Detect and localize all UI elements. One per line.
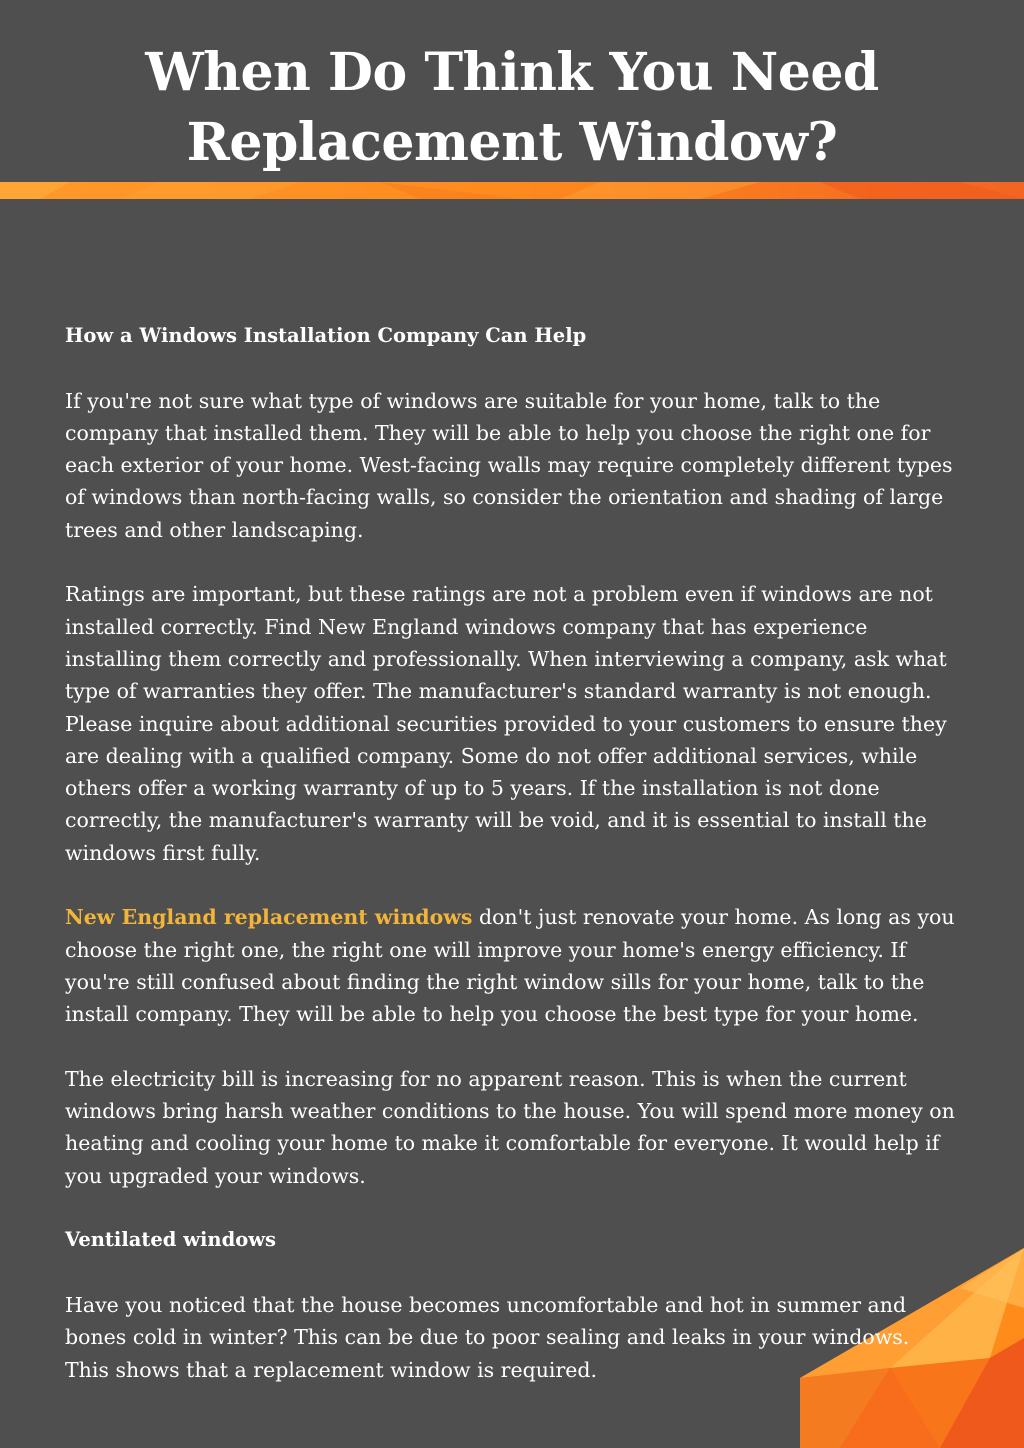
- accent-stripe: [0, 182, 1024, 199]
- paragraph-text: don't just renovate your home. As long as you choose the right one, the right one will improve your home's energy efficiency. If you're still confused about finding the right window sills for your home, talk to the install company. They will be able to help you choose the best type for your home.: [65, 905, 955, 1027]
- page-title: When Do Think You Need Replacement Window?: [145, 42, 879, 173]
- paragraph: If you're not sure what type of windows are suitable for your home, talk to the company that installed them. They will be able to help you choose the right one for each exterior of your home. West-facing walls may require completely different types of windows than north-facing walls, so consider the orientation and shading of large trees and other landscaping.: [65, 388, 953, 542]
- paragraph: The electricity bill is increasing for no apparent reason. This is when the current windows bring harsh weather conditions to the house. You will spend more money on heating and cooling your home to make it comfortable for everyone. It would help if you upgraded your windows.: [65, 1066, 955, 1188]
- page-header: [0, 0, 1024, 182]
- paragraph: [65, 901, 955, 1030]
- article-body: [65, 320, 955, 1386]
- paragraph: Have you noticed that the house becomes uncomfortable and hot in summer and bones cold in winter? This can be due to poor sealing and leaks in your windows. This shows that a replacement window is required.: [65, 1292, 910, 1382]
- section-heading: How a Windows Installation Company Can Help: [65, 324, 587, 347]
- paragraph: Ratings are important, but these ratings are not a problem even if windows are not installed correctly. Find New England windows company that has experience installing them correctly and professionally. When interviewing a company, ask what type of warranties they offer. The manufacturer's standard warranty is not enough. Please inquire about additional securities provided to your customers to ensure they are dealing with a qualified company. Some do not offer additional services, while others offer a working warranty of up to 5 years. If the installation is not done correctly, the manufacturer's warranty will be void, and it is essential to install the windows first fully.: [65, 582, 947, 865]
- replacement-windows-link[interactable]: New England replacement windows: [65, 905, 473, 930]
- section-heading: Ventilated windows: [65, 1228, 276, 1252]
